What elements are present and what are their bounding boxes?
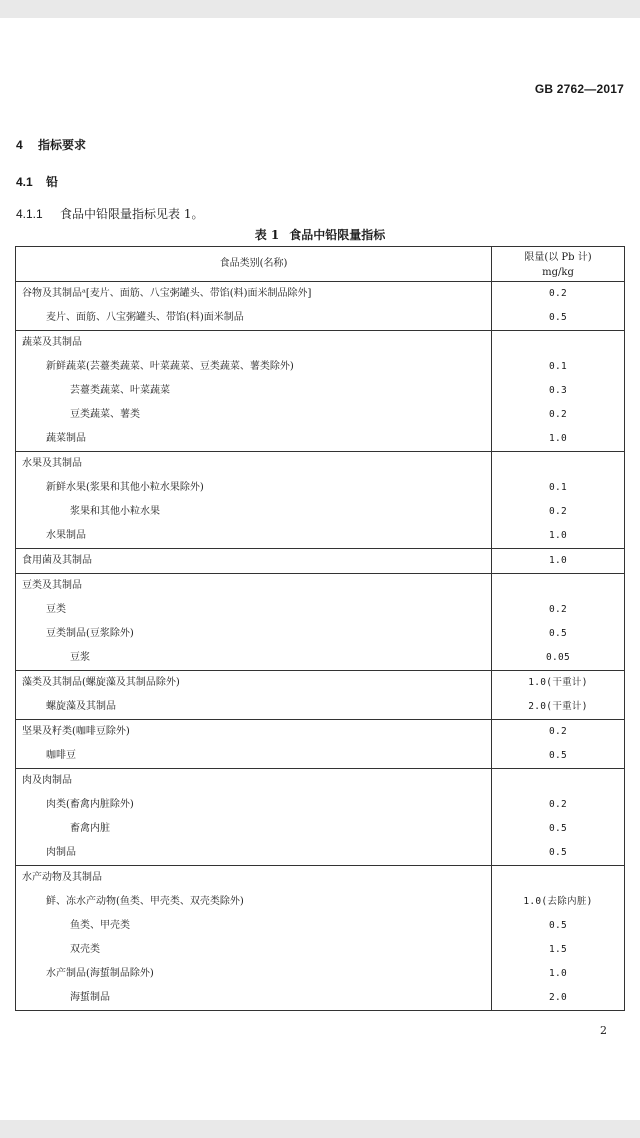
category-cell: 新鲜水果(浆果和其他小粒水果除外): [16, 476, 492, 500]
category-cell: 肉类(畜禽内脏除外): [16, 793, 492, 817]
limit-cell: 0.1: [492, 355, 625, 379]
category-cell: 蔬菜制品: [16, 427, 492, 452]
category-cell: 芸薹类蔬菜、叶菜蔬菜: [16, 379, 492, 403]
category-cell: 食用菌及其制品: [16, 549, 492, 574]
table-row: [16, 817, 625, 841]
table-row: [16, 671, 625, 696]
limit-cell: 2.0: [492, 986, 625, 1011]
limit-cell: 0.2: [492, 500, 625, 524]
category-cell: 鲜、冻水产动物(鱼类、甲壳类、双壳类除外): [16, 890, 492, 914]
category-cell: 畜禽内脏: [16, 817, 492, 841]
limit-cell: 0.5: [492, 306, 625, 331]
limit-cell: 0.05: [492, 646, 625, 671]
limit-cell: [492, 452, 625, 477]
limit-cell: 1.0(干重计): [492, 671, 625, 696]
table-row: [16, 695, 625, 720]
limit-header-line1: 限量(以 Pb 计): [524, 252, 592, 263]
section-title: 指标要求: [38, 138, 87, 152]
limit-cell: 1.5: [492, 938, 625, 962]
category-cell: 坚果及籽类(咖啡豆除外): [16, 720, 492, 745]
category-cell: 藻类及其制品(螺旋藻及其制品除外): [16, 671, 492, 696]
table-row: [16, 769, 625, 794]
limit-cell: [492, 574, 625, 599]
table-row: [16, 331, 625, 356]
table-row: [16, 646, 625, 671]
category-cell: 肉制品: [16, 841, 492, 866]
section-4-1-heading: [16, 173, 58, 190]
table-row: [16, 379, 625, 403]
category-cell: 双壳类: [16, 938, 492, 962]
section-number: 4.1: [16, 175, 33, 189]
table-row: [16, 282, 625, 307]
limit-cell: [492, 769, 625, 794]
limit-cell: 1.0: [492, 549, 625, 574]
limit-cell: 0.2: [492, 598, 625, 622]
table-row: [16, 841, 625, 866]
page-number: 2: [600, 1024, 607, 1037]
category-cell: 水果及其制品: [16, 452, 492, 477]
category-cell: 豆类制品(豆浆除外): [16, 622, 492, 646]
table-row: [16, 598, 625, 622]
category-cell: 浆果和其他小粒水果: [16, 500, 492, 524]
table-row: [16, 962, 625, 986]
standard-code: GB 2762—2017: [534, 82, 624, 96]
table-row: [16, 793, 625, 817]
table-row: [16, 938, 625, 962]
table-row: [16, 452, 625, 477]
lead-limit-table: [15, 246, 625, 1011]
col-header-category: 食品类别(名称): [16, 247, 492, 282]
limit-cell: [492, 331, 625, 356]
table-row: [16, 403, 625, 427]
table-row: [16, 744, 625, 769]
limit-cell: 1.0(去除内脏): [492, 890, 625, 914]
category-cell: 海蜇制品: [16, 986, 492, 1011]
category-cell: 豆类: [16, 598, 492, 622]
category-cell: 咖啡豆: [16, 744, 492, 769]
category-cell: 谷物及其制品ᵃ[麦片、面筋、八宝粥罐头、带馅(料)面米制品除外]: [16, 282, 492, 307]
table-title: [0, 226, 640, 243]
limit-header-unit: mg/kg: [542, 267, 574, 278]
bottom-margin: [0, 1120, 640, 1138]
table-row: [16, 720, 625, 745]
limit-cell: 0.2: [492, 720, 625, 745]
section-number: 4: [16, 138, 23, 152]
category-cell: 水产制品(海蜇制品除外): [16, 962, 492, 986]
category-cell: 豆类蔬菜、薯类: [16, 403, 492, 427]
table-row: [16, 427, 625, 452]
table-row: [16, 524, 625, 549]
table-row: [16, 914, 625, 938]
table-row: [16, 549, 625, 574]
limit-cell: 0.2: [492, 793, 625, 817]
limit-cell: 1.0: [492, 962, 625, 986]
table-row: [16, 306, 625, 331]
category-cell: 水果制品: [16, 524, 492, 549]
limit-cell: 0.5: [492, 841, 625, 866]
table-row: [16, 986, 625, 1011]
clause-4-1-1: [16, 205, 203, 222]
table-row: [16, 574, 625, 599]
limit-cell: 0.5: [492, 817, 625, 841]
limit-cell: 2.0(干重计): [492, 695, 625, 720]
category-cell: 新鲜蔬菜(芸薹类蔬菜、叶菜蔬菜、豆类蔬菜、薯类除外): [16, 355, 492, 379]
limit-cell: [492, 866, 625, 891]
limit-cell: 0.5: [492, 914, 625, 938]
clause-text: 食品中铅限量指标见表 1。: [60, 207, 204, 221]
table-number: 表 1: [254, 228, 280, 242]
category-cell: 豆类及其制品: [16, 574, 492, 599]
clause-number: 4.1.1: [16, 207, 43, 221]
limit-cell: 1.0: [492, 524, 625, 549]
table-row: [16, 622, 625, 646]
col-header-limit: [492, 247, 625, 282]
table-row: [16, 866, 625, 891]
table-row: [16, 355, 625, 379]
category-cell: 螺旋藻及其制品: [16, 695, 492, 720]
category-cell: 蔬菜及其制品: [16, 331, 492, 356]
section-title: 铅: [46, 175, 59, 189]
limit-cell: 0.5: [492, 622, 625, 646]
category-cell: 水产动物及其制品: [16, 866, 492, 891]
table-row: [16, 500, 625, 524]
limit-cell: 0.2: [492, 403, 625, 427]
limit-cell: 0.3: [492, 379, 625, 403]
limit-cell: 0.5: [492, 744, 625, 769]
category-cell: 鱼类、甲壳类: [16, 914, 492, 938]
category-cell: 肉及肉制品: [16, 769, 492, 794]
table-row: [16, 890, 625, 914]
table-row: [16, 476, 625, 500]
limit-cell: 0.2: [492, 282, 625, 307]
table-caption: 食品中铅限量指标: [289, 228, 386, 242]
limit-cell: 0.1: [492, 476, 625, 500]
top-margin: [0, 0, 640, 18]
section-4-heading: [16, 136, 86, 153]
category-cell: 豆浆: [16, 646, 492, 671]
limit-cell: 1.0: [492, 427, 625, 452]
category-cell: 麦片、面筋、八宝粥罐头、带馅(料)面米制品: [16, 306, 492, 331]
